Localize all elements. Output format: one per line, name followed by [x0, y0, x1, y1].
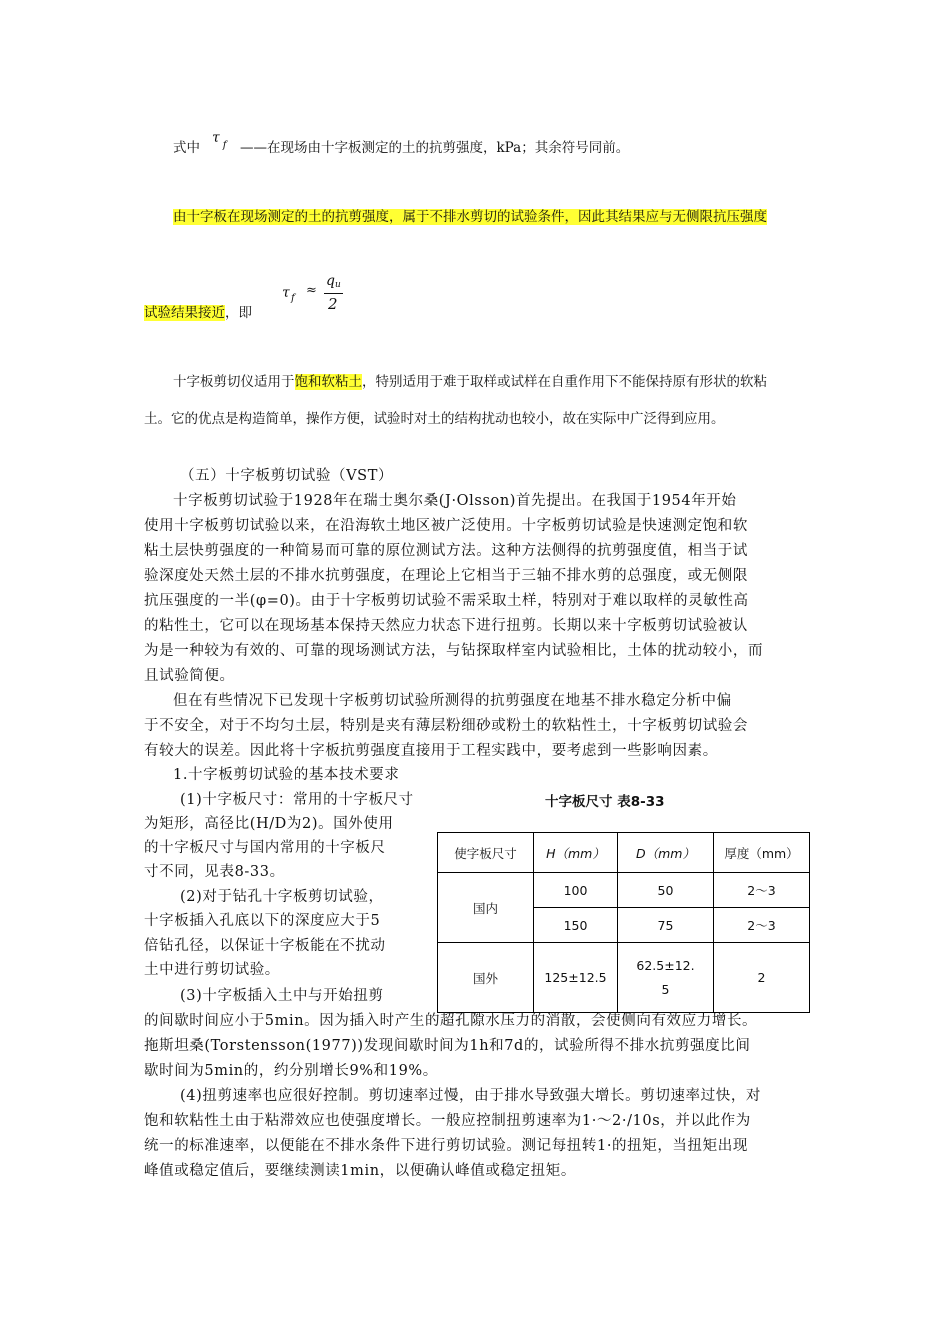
subheading-1: 1.十字板剪切试验的基本技术要求	[173, 767, 400, 783]
highlighted-ending: 试验结果接近，即	[144, 305, 252, 321]
equation-description: ——在现场由十字板测定的土的抗剪强度，kPa；其余符号同前。	[240, 140, 630, 156]
table-row: 国内 100 50 2～3	[438, 873, 810, 908]
applicability-line-2: 土。它的优点是构造简单，操作方便，试验时对土的结构扰动也较小，故在实际中广泛得到应用。	[144, 411, 725, 427]
size-table	[437, 832, 810, 1013]
equation-note: 式中	[173, 140, 200, 156]
table-row: 150 75 2～3	[438, 908, 810, 943]
applicability-line-1: 十字板剪切仪适用于饱和软粘土，特别适用于难于取样或试样在自重作用下不能保持原有形状的软粘	[173, 374, 767, 390]
tau-f-symbol: τ $_f$	[212, 130, 227, 151]
section-heading: （五）十字板剪切试验（VST）	[180, 468, 394, 484]
table-header-row: 使字板尺寸 H（mm） D（mm） 厚度（mm）	[438, 833, 810, 873]
table-row: 国外 125±12.5 62.5±12. 5 2	[438, 943, 810, 1013]
requirement-3-start: (3)十字板插入土中与开始扭剪	[180, 988, 384, 1004]
highlighted-sentence: 由十字板在现场测定的土的抗剪强度，属于不排水剪切的试验条件，因此其结果应与无侧限抗压强度	[173, 209, 767, 225]
table-caption: 十字板尺寸 表8-33	[545, 794, 665, 810]
